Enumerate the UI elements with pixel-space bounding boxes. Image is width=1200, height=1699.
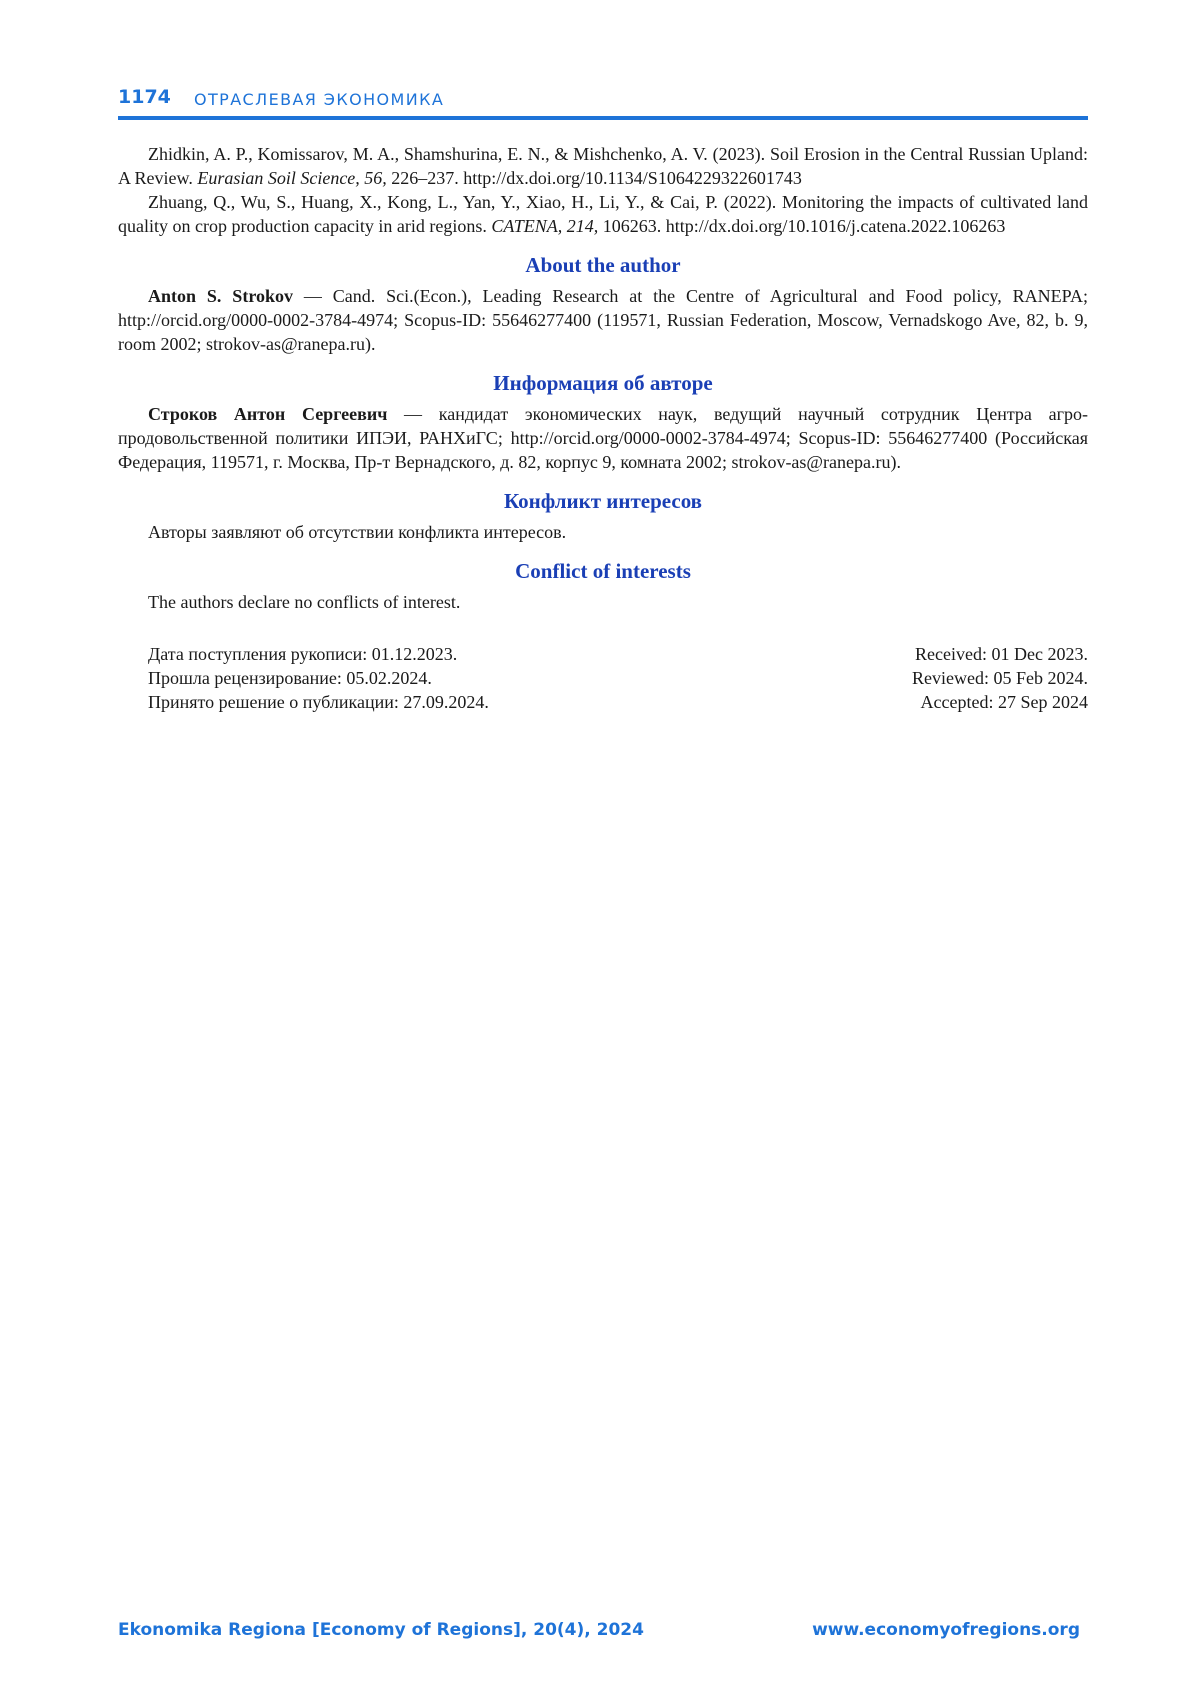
reference-text: Zhidkin, A. P., Komissarov, M. A., Shamshurina, E. N., & Mishchenko, A. V. (2023). Soil Erosion in the Central Russian Upland: A Review.	[118, 144, 1088, 188]
reference-text: Zhuang, Q., Wu, S., Huang, X., Kong, L., Yan, Y., Xiao, H., Li, Y., & Cai, P. (2022). Monitoring the impacts of cultivated land quality on crop production capacity in arid regions.	[118, 192, 1088, 236]
conflict-ru-text: Авторы заявляют об отсутствии конфликта интересов.	[148, 522, 567, 542]
author-bio-ru: — кандидат экономических наук, ведущий научный сотрудник Центра агро-продовольственной политики ИПЭИ, РАНХиГС; http://orcid.org/0000-0002-3784-4974; Scopus-ID: 55646277400 (Российская Федерация, 119571, г. Москва, Пр-т Вернадского, д. 82, корпус 9, комната 2002; strokov-as@ranepa.ru).	[118, 404, 1088, 472]
journal-website-link[interactable]: www.economyofregions.org	[812, 1620, 1080, 1640]
reviewed-date-en: Reviewed: 05 Feb 2024.	[912, 668, 1088, 688]
author-info-ru-heading: Информация об авторе	[493, 371, 713, 395]
conflict-en-heading: Conflict of interests	[515, 559, 691, 583]
about-author-heading: About the author	[525, 253, 681, 277]
page-content	[118, 142, 1088, 714]
reference-item	[118, 142, 1088, 190]
page-number: 1174	[118, 86, 171, 108]
about-author-text	[118, 284, 1088, 356]
author-info-ru-text	[118, 402, 1088, 474]
reference-source: Eurasian Soil Science, 56,	[197, 168, 387, 188]
reference-item	[118, 190, 1088, 238]
received-date-en: Received: 01 Dec 2023.	[915, 644, 1088, 664]
dates-ru	[118, 642, 489, 714]
conflict-ru-heading: Конфликт интересов	[503, 489, 703, 513]
page-header	[118, 84, 1088, 120]
dates-en	[912, 642, 1088, 714]
accepted-date-en: Accepted: 27 Sep 2024	[920, 692, 1088, 712]
author-name-en: Anton S. Strokov	[148, 286, 293, 306]
running-head: ОТРАСЛЕВАЯ ЭКОНОМИКА	[194, 90, 445, 109]
accepted-date-ru: Принято решение о публикации: 27.09.2024.	[148, 692, 489, 712]
reference-doi: 226–237. http://dx.doi.org/10.1134/S1064229322601743	[386, 168, 802, 188]
publication-dates	[118, 642, 1088, 714]
journal-citation: Ekonomika Regiona [Economy of Regions], 20(4), 2024	[118, 1620, 644, 1640]
conflict-en-text: The authors declare no conflicts of interest.	[148, 592, 461, 612]
reference-source: CATENA, 214,	[491, 216, 599, 236]
author-name-ru: Строков Антон Сергеевич	[148, 404, 388, 424]
reviewed-date-ru: Прошла рецензирование: 05.02.2024.	[148, 668, 432, 688]
author-bio-en: — Cand. Sci.(Econ.), Leading Research at the Centre of Agricultural and Food policy, RANEPA; http://orcid.org/0000-0002-3784-4974; Scopus-ID: 55646277400 (119571, Russian Federation, Moscow, Vernadskogo Ave, 82, b. 9, room 2002; strokov-as@ranepa.ru).	[118, 286, 1088, 354]
reference-doi: 106263. http://dx.doi.org/10.1016/j.catena.2022.106263	[598, 216, 1006, 236]
received-date-ru: Дата поступления рукописи: 01.12.2023.	[148, 644, 458, 664]
